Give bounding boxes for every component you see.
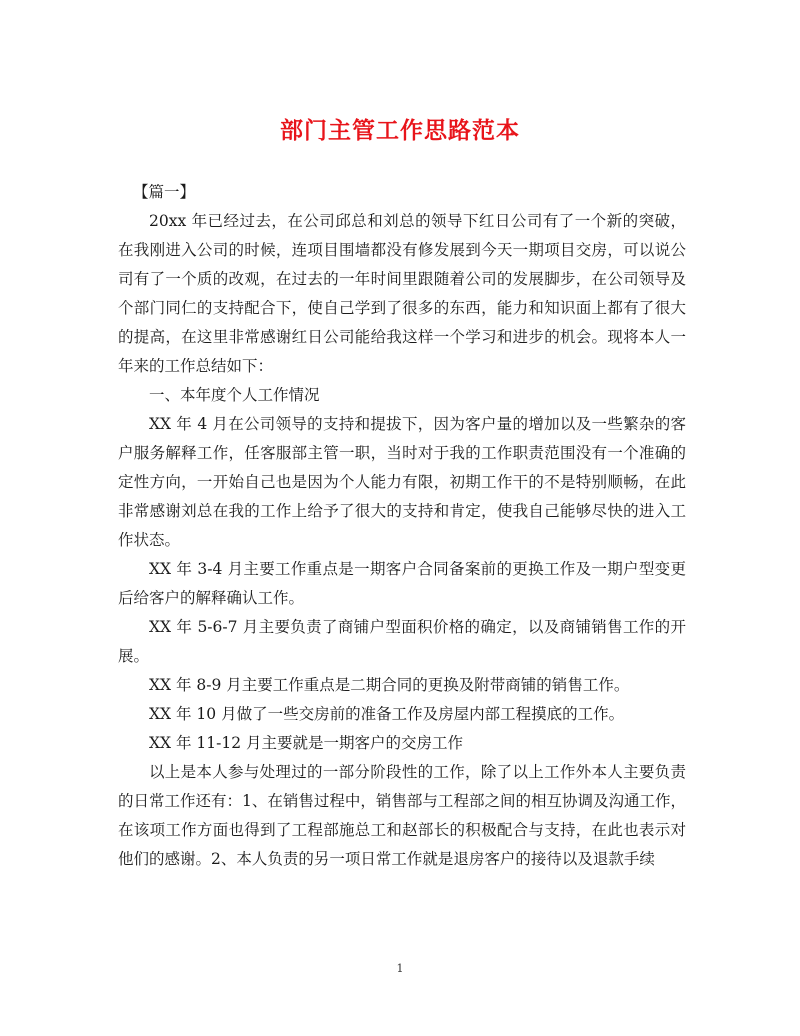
- paragraph-october: XX 年 10 月做了一些交房前的准备工作及房屋内部工程摸底的工作。: [149, 705, 625, 723]
- paragraph-nov-dec: XX 年 11-12 月主要就是一期客户的交房工作: [149, 734, 464, 752]
- document-title: 部门主管工作思路范本: [280, 117, 520, 144]
- paragraph-aug-sep: XX 年 8-9 月主要工作重点是二期合同的更换及附带商铺的销售工作。: [149, 676, 630, 694]
- paragraph-may-july: XX 年 5-6-7 月主要负责了商铺户型面积价格的确定，以及商铺销售工作的开展。: [118, 618, 686, 665]
- paragraph-intro: 20xx 年已经过去，在公司邱总和刘总的领导下红日公司有了一个新的突破，在我刚进入公司的时候，连项目围墙都没有修发展到今天一期项目交房，可以说公司有了一个质的改观，在过去的一年时间里跟随着公司的发展脚步，在公司领导及个部门同仁的支持配合下，使自己学到了很多的东西，能力和知识面上都有了很大的提高，在这里非常感谢红日公司能给我这样一个学习和进步的机会。现将本人一年来的工作总结如下：: [118, 212, 686, 375]
- paragraph-april: XX 年 4 月在公司领导的支持和提拔下，因为客户量的增加以及一些繁杂的客户服务解释工作，任客服部主管一职，当时对于我的工作职责范围没有一个准确的定性方向，一开始自己也是因为个人能力有限，初期工作干的不是特别顺畅，在此非常感谢刘总在我的工作上给予了很大的支持和肯定，使我自己能够尽快的进入工作状态。: [118, 415, 686, 549]
- paragraph-march-april: XX 年 3-4 月主要工作重点是一期客户合同备案前的更换工作及一期户型变更后给客户的解释确认工作。: [118, 560, 686, 607]
- section-heading: 一、本年度个人工作情况: [149, 386, 320, 404]
- page-number: 1: [396, 962, 404, 975]
- section-label: 【篇一】: [133, 183, 196, 201]
- document-body: [118, 178, 686, 874]
- paragraph-daily-work: 以上是本人参与处理过的一部分阶段性的工作，除了以上工作外本人主要负责的日常工作还有：1、在销售过程中，销售部与工程部之间的相互协调及沟通工作，在该项工作方面也得到了工程部施总工和赵部长的积极配合与支持，在此也表示对他们的感谢。2、本人负责的另一项日常工作就是退房客户的接待以及退款手续: [118, 763, 686, 868]
